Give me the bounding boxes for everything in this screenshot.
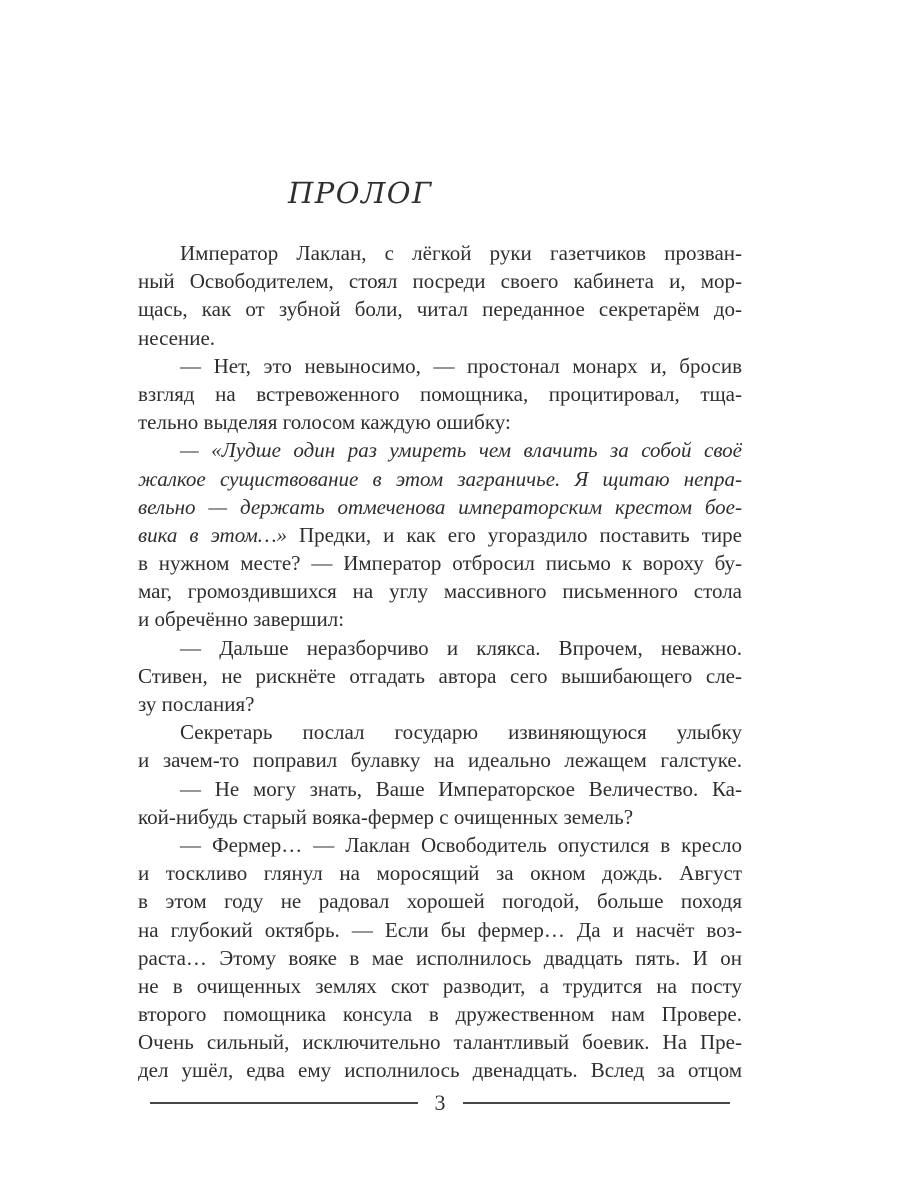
paragraph — [138, 831, 742, 1085]
text-line — [138, 605, 742, 633]
body-text: — Не могу знать, Ваше Императорское Величество. Ка- — [180, 776, 742, 801]
text-line — [138, 267, 742, 295]
text-line — [138, 690, 742, 718]
body-text: и обречённо завершил: — [138, 607, 345, 632]
text-line — [138, 239, 742, 267]
text-line — [138, 746, 742, 774]
body-text: и зачем-то поправил булавку на идеально лежащем галстуке. — [138, 748, 742, 773]
paragraph — [138, 436, 742, 633]
page-number: 3 — [434, 1090, 446, 1115]
text-line — [138, 972, 742, 1000]
body-text: ный Освободителем, стоял посреди своего кабинета и, мор- — [138, 269, 742, 294]
quoted-italic-text: вельно — держать отмеченова императорским крестом бое- — [138, 494, 742, 519]
body-text: второго помощника консула в дружественном нам Провере. — [138, 1002, 742, 1027]
body-text: — Нет, это невыносимо, — простонал монарх и, бросив — [180, 353, 742, 378]
text-line — [138, 887, 742, 915]
text-line — [138, 408, 742, 436]
body-text: щась, как от зубной боли, читал переданное секретарём до- — [138, 297, 742, 322]
text-line — [138, 1028, 742, 1056]
body-text: Секретарь послал государю извиняющуюся улыбку — [180, 720, 742, 745]
body-text: несение. — [138, 325, 216, 350]
body-text: — Дальше неразборчиво и клякса. Впрочем, неважно. — [180, 635, 742, 660]
text-line — [138, 352, 742, 380]
text-line — [138, 775, 742, 803]
paragraph — [138, 775, 742, 831]
body-text: на глубокий октябрь. — Если бы фермер… Да и насчёт воз- — [138, 917, 742, 942]
body-text: и тоскливо глянул на моросящий за окном дождь. Август — [138, 861, 742, 886]
body-text: зу послания? — [138, 692, 255, 716]
text-line — [138, 718, 742, 746]
text-line — [138, 859, 742, 887]
text-line — [138, 634, 742, 662]
footer-rule-left — [150, 1102, 418, 1104]
body-text: кой-нибудь старый вояка-фермер с очищенных земель? — [138, 804, 634, 829]
text-line — [138, 1000, 742, 1028]
body-text: — Фермер… — Лаклан Освободитель опустился в кресло — [180, 832, 742, 857]
chapter-title: ПРОЛОГ — [288, 176, 433, 210]
text-line — [138, 803, 742, 831]
paragraph — [138, 239, 742, 352]
body-text: не в очищенных землях скот разводит, а трудится на посту — [138, 973, 742, 998]
paragraph — [138, 718, 742, 774]
paragraph — [138, 634, 742, 719]
text-line — [138, 436, 742, 464]
paragraph — [138, 352, 742, 437]
text-line — [138, 324, 742, 352]
text-line — [138, 493, 742, 521]
text-line — [138, 549, 742, 577]
text-line — [138, 662, 742, 690]
body-text: дел ушёл, едва ему исполнилось двенадцать. Вслед за отцом — [138, 1058, 742, 1083]
text-block — [138, 239, 742, 1085]
body-text: Очень сильный, исключительно талантливый боевик. На Пре- — [138, 1030, 742, 1055]
page-footer — [150, 1092, 730, 1114]
body-text: в этом году не радовал хорошей погодой, больше походя — [138, 889, 742, 914]
text-line — [138, 831, 742, 859]
body-text: Император Лаклан, с лёгкой руки газетчиков прозван- — [180, 241, 742, 265]
text-line — [138, 916, 742, 944]
body-text: маг, громоздившихся на углу массивного письменного стола — [138, 579, 742, 604]
footer-rule-right — [463, 1102, 731, 1104]
text-line — [138, 577, 742, 605]
text-line — [138, 380, 742, 408]
body-text: раста… Этому вояке в мае исполнилось двадцать пять. И он — [138, 945, 742, 970]
quoted-italic-text: — «Лудше один раз умиреть чем влачить за собой своё — [180, 438, 742, 463]
body-text: Стивен, не рискнёте отгадать автора сего вышибающего сле- — [138, 663, 742, 688]
quoted-italic-text: жалкое сущиствование в этом заграничье. Я щитаю непра- — [138, 466, 742, 491]
text-line — [138, 944, 742, 972]
body-text: Предки, и как его угораздило поставить тире — [299, 522, 742, 547]
body-text: в нужном месте? — Император отбросил письмо к вороху бу- — [138, 551, 742, 576]
text-line — [138, 465, 742, 493]
body-text: тельно выделяя голосом каждую ошибку: — [138, 410, 511, 435]
quoted-italic-text: вика в этом…» — [138, 522, 300, 547]
text-line — [138, 295, 742, 323]
text-line — [138, 521, 742, 549]
text-line — [138, 1056, 742, 1084]
body-text: взгляд на встревоженного помощника, процитировал, тща- — [138, 381, 742, 406]
